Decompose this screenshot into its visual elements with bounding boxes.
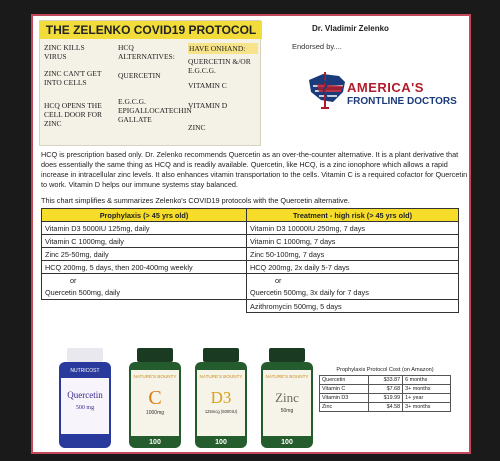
bottle-name: Quercetin — [67, 390, 103, 400]
table-cell: Quercetin — [320, 375, 369, 384]
table-row — [42, 300, 459, 313]
table-row — [42, 235, 459, 248]
table-row — [320, 384, 451, 393]
table-cell: Quercetin 500mg, 3x daily for 7 days — [247, 287, 459, 300]
table-cell: HCQ 200mg, 5 days, then 200-400mg weekly — [42, 261, 247, 274]
bottle-name: C — [148, 387, 162, 409]
table-cell: Vitamin D3 5000IU 125mg, daily — [42, 222, 247, 235]
hero-hcq-opens: HCQ OPENS THE CELL DOOR FOR ZINC — [44, 101, 103, 128]
table-row — [42, 287, 459, 300]
bottle-brand: NATURE'S BOUNTY — [265, 374, 309, 379]
table-row — [42, 222, 459, 235]
table-cell: $33.87 — [369, 375, 403, 384]
table-cell: Quercetin 500mg, daily — [42, 287, 247, 300]
protocol-hero-panel — [39, 20, 261, 146]
table-cell: 3+ months — [403, 384, 451, 393]
hero-zinc-kills: ZINC KILLS VIRUS — [44, 43, 85, 61]
hero-vitamin-d: VITAMIN D — [188, 101, 228, 110]
table-cell: Vitamin C — [320, 384, 369, 393]
vitamin-d3-bottle — [193, 348, 249, 448]
bottle-brand: NATURE'S BOUNTY — [133, 374, 177, 379]
quercetin-bottle — [55, 348, 115, 448]
table-row — [42, 274, 459, 287]
hero-quercetin-egcg: QUERCETIN &/OR E.G.C.G. — [188, 57, 251, 75]
table-cell: or — [247, 274, 459, 287]
table-cell: 6 months — [403, 375, 451, 384]
table-row — [42, 261, 459, 274]
bottle-dose: 500 mg — [75, 405, 95, 411]
hero-title: THE ZELENKO COVID19 PROTOCOL — [40, 21, 262, 39]
bottle-dose: 50mg — [280, 408, 294, 414]
hero-vitamin-c: VITAMIN C — [188, 81, 227, 90]
table-cell: Vitamin C 1000mg, daily — [42, 235, 247, 248]
table-cell: Azithromycin 500mg, 5 days — [247, 300, 459, 313]
prophylaxis-header: Prophylaxis (> 45 yrs old) — [42, 209, 247, 222]
hero-zinc: ZINC — [188, 123, 206, 132]
zinc-bottle — [259, 348, 315, 448]
bottle-name: D3 — [210, 388, 232, 407]
bottle-dose: 125mcg (5000IU) — [204, 409, 238, 414]
table-row — [320, 393, 451, 402]
summary-paragraph: This chart simplifies & summarizes Zelenko's COVID19 protocols with the Quercetin alternative. — [41, 196, 350, 205]
table-cell: $7.68 — [369, 384, 403, 393]
intro-paragraph: HCQ is prescription based only. Dr. Zelenko recommends Quercetin as an over-the-counter alternative. It is a plant derivative that does essentially the same thing as HCQ and is readily available. Quercetin, like HCQ, is a zinc ionophore which allows a rapid increase in intracellular zinc levels. It also enhances vitamin transportation to the cells. Vitamin C is a required cofactor for Quercetin to work. Vitamin D helps our immune systems stay balanced. — [41, 150, 468, 189]
table-row — [42, 248, 459, 261]
table-cell: Vitamin D3 — [320, 393, 369, 402]
endorsed-by: Endorsed by.... — [292, 42, 342, 51]
vitamin-c-bottle — [127, 348, 183, 448]
table-cell: Zinc 25-50mg, daily — [42, 248, 247, 261]
table-cell: 1+ year — [403, 393, 451, 402]
treatment-header: Treatment - high risk (> 45 yrs old) — [247, 209, 459, 222]
table-row — [320, 375, 451, 384]
bottle-brand: NATURE'S BOUNTY — [199, 374, 243, 379]
table-cell: Vitamin D3 10000IU 250mg, 7 days — [247, 222, 459, 235]
table-cell — [42, 300, 247, 313]
table-cell: Zinc 50-100mg, 7 days — [247, 248, 459, 261]
hero-quercetin: QUERCETIN — [118, 71, 161, 80]
doctor-name: Dr. Vladimir Zelenko — [312, 24, 389, 33]
bottle-dose: 1000mg — [145, 410, 165, 416]
bottle-name: Zinc — [275, 390, 299, 405]
us-map-flag-icon — [309, 72, 345, 108]
cost-table — [319, 366, 451, 412]
cost-caption: Prophylaxis Protocol Cost (on Amazon) — [336, 367, 434, 374]
logo-line2: FRONTLINE DOCTORS — [347, 96, 457, 107]
bottle-count: 100 — [215, 439, 227, 446]
logo-line1: AMERICA'S — [347, 80, 424, 95]
table-cell: Zinc — [320, 402, 369, 411]
hero-have-onhand: HAVE ONHAND: — [188, 43, 258, 54]
table-cell: HCQ 200mg, 2x daily 5-7 days — [247, 261, 459, 274]
table-row — [320, 402, 451, 411]
table-header-row — [42, 209, 459, 222]
bottle-count: 100 — [281, 439, 293, 446]
hero-egcg: E.G.C.G. EPIGALLOCATECHIN GALLATE — [118, 97, 192, 124]
table-cell: Vitamin C 1000mg, 7 days — [247, 235, 459, 248]
cost-caption-row — [320, 366, 451, 375]
protocol-table — [41, 208, 459, 313]
hero-zinc-cant: ZINC CAN'T GET INTO CELLS — [44, 69, 102, 87]
bottle-brand: NUTRICOST — [70, 368, 100, 374]
table-cell: or — [42, 274, 247, 287]
hero-hcq-alternatives: HCQ ALTERNATIVES: — [118, 43, 175, 61]
bottle-count: 100 — [149, 439, 161, 446]
table-cell: $4.58 — [369, 402, 403, 411]
infographic-page — [31, 14, 471, 454]
table-cell: $19.99 — [369, 393, 403, 402]
table-cell: 3+ months — [403, 402, 451, 411]
